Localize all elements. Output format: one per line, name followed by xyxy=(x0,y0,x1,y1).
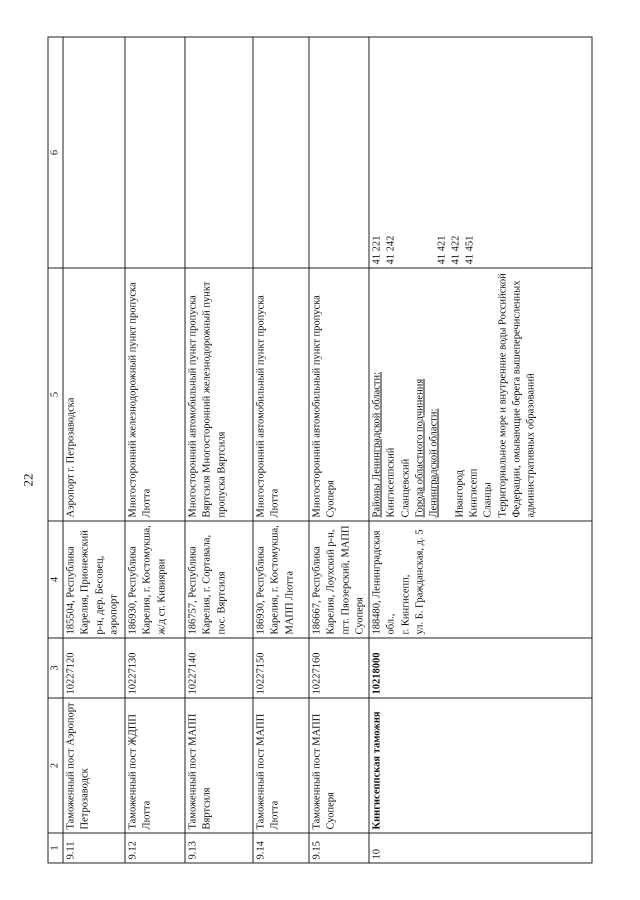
post-extra xyxy=(185,37,253,268)
okato-codes xyxy=(369,37,592,268)
post-extra xyxy=(63,37,125,268)
address-line-3: ул. Б. Гражданская, д. 5 xyxy=(414,529,426,634)
row-number: 9.13 xyxy=(185,833,253,863)
post-name: Таможенный пост МАПП Суоперя xyxy=(309,698,369,833)
post-zone: Многосторонний автомобильный пункт пропуска Суоперя xyxy=(309,268,369,521)
cities-heading-cont: Ленинградской области: xyxy=(428,408,440,517)
district-item: Сланцевский xyxy=(400,458,412,517)
city-item: Сланцы xyxy=(482,481,494,517)
table-row-customs xyxy=(369,37,592,863)
district-item: Кингисеппский xyxy=(385,447,397,517)
row-number: 9.11 xyxy=(63,833,125,863)
header-col-6: 6 xyxy=(48,37,63,268)
spacer xyxy=(399,40,411,264)
post-code: 10227120 xyxy=(63,638,125,698)
customs-address xyxy=(369,521,592,638)
header-row xyxy=(48,37,63,863)
post-name: Таможенный пост МАПП Лютта xyxy=(253,698,309,833)
header-col-2: 2 xyxy=(48,698,63,833)
post-address: 186930, Республика Карелия, г. Костомукша, МАПП Лютта xyxy=(253,521,309,638)
spacer xyxy=(423,40,435,264)
row-number: 9.15 xyxy=(309,833,369,863)
spacer xyxy=(442,271,454,517)
post-code: 10227160 xyxy=(309,638,369,698)
code-item: 41 242 xyxy=(385,235,397,264)
code-item: 41 451 xyxy=(464,235,476,264)
post-code: 10227140 xyxy=(185,638,253,698)
post-zone: Многосторонний автомобильный пункт пропуска Вяртсиля Многосторонний железнодорожный пункт пропуска Вяртсиля xyxy=(185,268,253,521)
cities-heading: Города областного подчинения xyxy=(414,378,426,517)
table-row xyxy=(309,37,369,863)
code-item: 41 422 xyxy=(450,235,462,264)
header-col-3: 3 xyxy=(48,638,63,698)
table-row xyxy=(63,37,125,863)
row-number: 10 xyxy=(369,833,592,863)
code-item: 41 221 xyxy=(371,235,383,264)
address-line-2: г. Кингисепп, xyxy=(400,574,412,634)
header-col-1: 1 xyxy=(48,833,63,863)
post-name: Таможенный пост ЖДПП Лютта xyxy=(125,698,185,833)
territorial-waters: Территориальное море и внутренние воды Российской Федерации, омывающие берега вышеперечисленных административных образований xyxy=(497,272,537,517)
post-extra xyxy=(125,37,185,268)
post-name: Таможенный пост МАПП Вяртсиля xyxy=(185,698,253,833)
post-extra xyxy=(309,37,369,268)
city-item: Кингисепп xyxy=(468,468,480,517)
customs-zone xyxy=(369,268,592,521)
post-address: 185504, Республика Карелия, Прионежский р-н, дер. Бесовец, аэропорт xyxy=(63,521,125,638)
post-zone: Многосторонний автомобильный пункт пропуска Лютта xyxy=(253,268,309,521)
spacer xyxy=(411,40,423,264)
code-item: 41 421 xyxy=(436,235,448,264)
row-number: 9.14 xyxy=(253,833,309,863)
table-row xyxy=(185,37,253,863)
header-col-5: 5 xyxy=(48,268,63,521)
districts-heading: Районы Ленинградской области: xyxy=(371,371,383,517)
post-address: 186757, Республика Карелия, г. Сортавала, пос. Вяртсиля xyxy=(185,521,253,638)
post-code: 10227150 xyxy=(253,638,309,698)
customs-name: Кингисеппская таможня xyxy=(369,698,592,833)
city-item: Ивангород xyxy=(454,469,466,517)
header-col-4: 4 xyxy=(48,521,63,638)
customs-posts-table xyxy=(48,36,593,863)
customs-code: 10218000 xyxy=(369,638,592,698)
post-address: 186667, Республика Карелия, Лоухский р-н, пгт. Пяозерский, МАПП Суоперя xyxy=(309,521,369,638)
page-number: 22 xyxy=(20,473,36,487)
post-extra xyxy=(253,37,309,268)
post-address: 186930, Республика Карелия, г. Костомукша, ж/д ст. Кивиярви xyxy=(125,521,185,638)
table-row xyxy=(125,37,185,863)
post-name: Таможенный пост Аэропорт Петрозаводск xyxy=(63,698,125,833)
table-row xyxy=(253,37,309,863)
post-zone: Многосторонний железнодорожный пункт пропуска Лютта xyxy=(125,268,185,521)
rotated-table-wrapper xyxy=(48,37,593,863)
post-code: 10227130 xyxy=(125,638,185,698)
row-number: 9.12 xyxy=(125,833,185,863)
address-line-1: 188480, Ленинградская обл., xyxy=(371,530,397,634)
post-zone: Аэропорт г. Петрозаводска xyxy=(63,268,125,521)
